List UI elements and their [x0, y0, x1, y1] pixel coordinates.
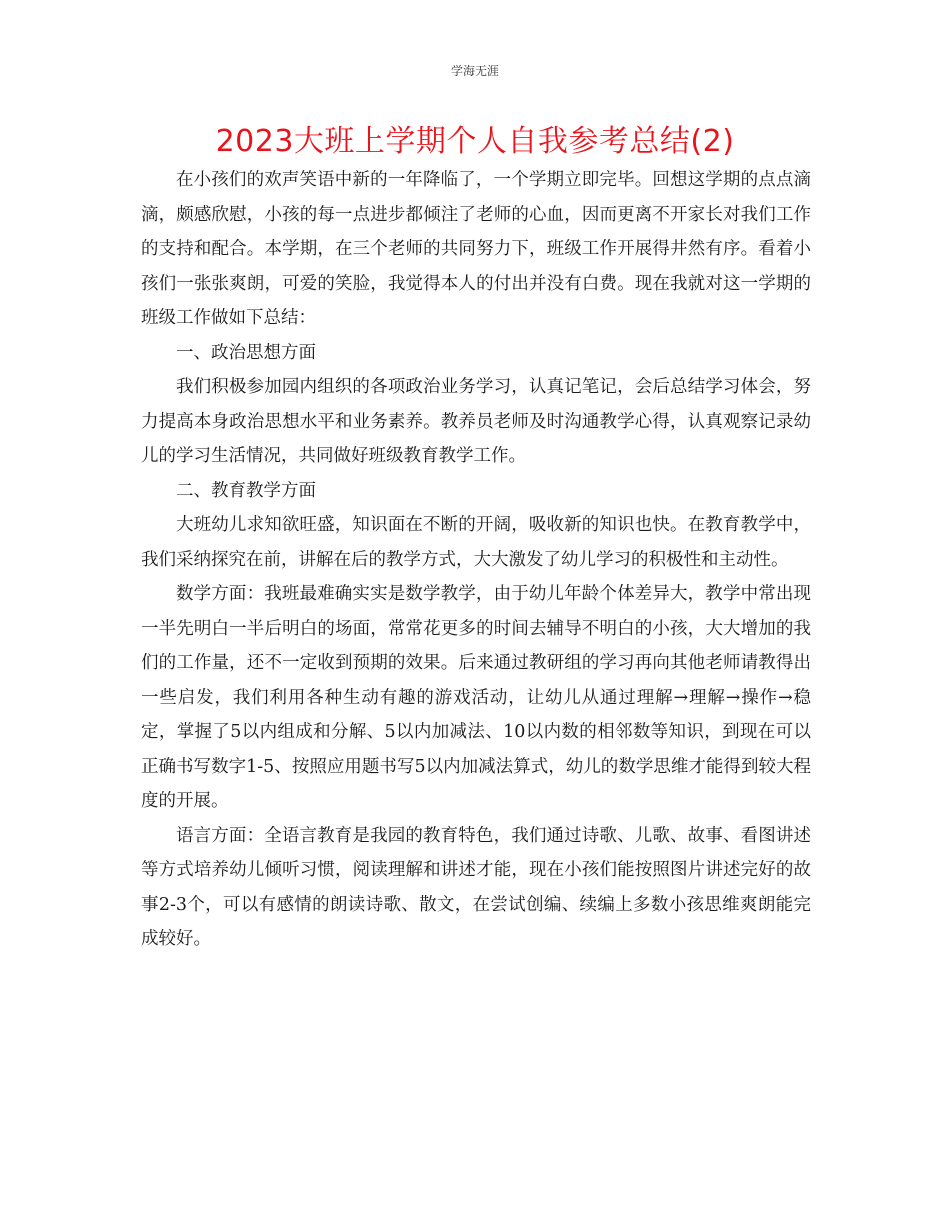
paragraph-intro: 在小孩们的欢声笑语中新的一年降临了，一个学期立即完毕。回想这学期的点点滴滴，颇感欣慰，小孩的每一点进步都倾注了老师的心血，因而更离不开家长对我们工作的支持和配合。本学期，在三个老师的共同努力下，班级工作开展得井然有序。看着小孩们一张张爽朗，可爱的笑脸，我觉得本人的付出并没有白费。现在我就对这一学期的班级工作做如下总结：: [141, 170, 811, 328]
paragraph-teaching: 大班幼儿求知欲旺盛，知识面在不断的开阔，吸收新的知识也快。在教育教学中，我们采纳探究在前，讲解在后的教学方式，大大激发了幼儿学习的积极性和主动性。: [141, 515, 811, 570]
paragraph-math: 数学方面：我班最难确实实是数学教学，由于幼儿年龄个体差异大，教学中常出现一半先明白一半后明白的场面，常常花更多的时间去辅导不明白的小孩，大大增加的我们的工作量，还不一定收到预期的效果。后来通过教研组的学习再向其他老师请教得出一些启发，我们利用各种生动有趣的游戏活动，让幼儿从通过理解→理解→操作→稳定，掌握了5以内组成和分解、5以内加减法、10以内数的相邻数等知识，到现在可以正确书写数字1-5、按照应用题书写5以内加减法算式，幼儿的数学思维才能得到较大程度的开展。: [141, 584, 811, 811]
paragraph-language: 语言方面：全语言教育是我园的教育特色，我们通过诗歌、儿歌、故事、看图讲述等方式培养幼儿倾听习惯，阅读理解和讲述才能，现在小孩们能按照图片讲述完好的故事2-3个，可以有感情的朗读诗歌、散文，在尝试创编、续编上多数小孩思维爽朗能完成较好。: [141, 825, 811, 949]
document-body: [141, 163, 811, 957]
section-heading-politics: 一、政治思想方面: [176, 342, 316, 363]
document-title: 2023大班上学期个人自我参考总结(2): [215, 124, 735, 159]
section-heading-teaching: 二、教育教学方面: [176, 480, 316, 501]
page-header: 学海无涯: [450, 64, 499, 78]
paragraph-politics: 我们积极参加园内组织的各项政治业务学习，认真记笔记，会后总结学习体会，努力提高本身政治思想水平和业务素养。教养员老师及时沟通教学心得，认真观察记录幼儿的学习生活情况，共同做好班级教育教学工作。: [141, 377, 811, 466]
